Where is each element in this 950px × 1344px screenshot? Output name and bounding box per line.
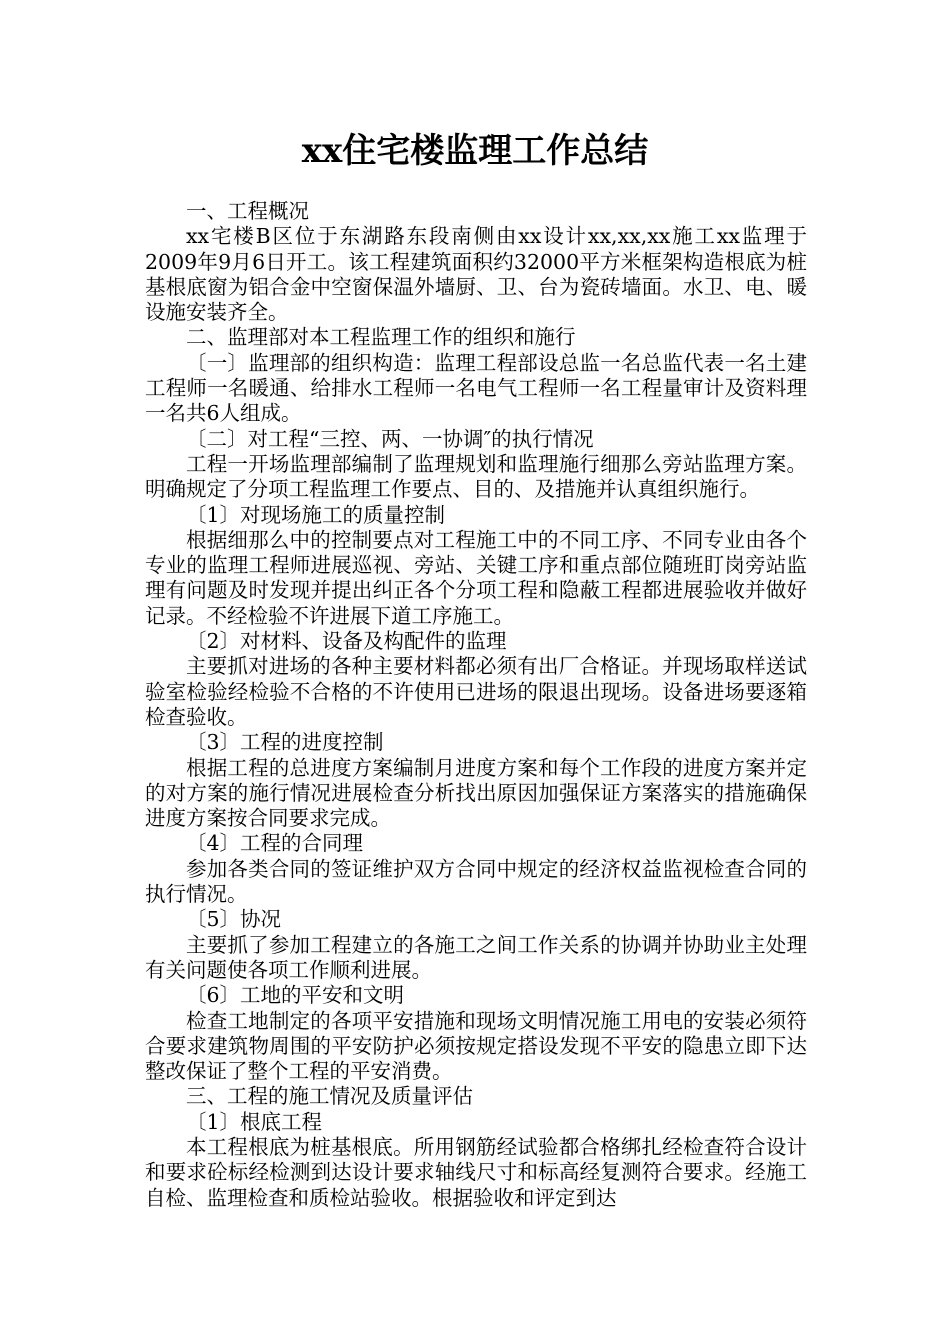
paragraph-coordination: 主要抓了参加工程建立的各施工之间工作关系的协调并协助业主处理有关问题使各项工作顺利进展。 <box>145 932 807 982</box>
subheading-foundation-work: 〔1〕根底工程 <box>186 1109 323 1134</box>
paragraph-foundation-work: 本工程根底为桩基根底。所用钢筋经试验都合格绑扎经检查符合设计和要求砼标经检测到达设计要求轴线尺寸和标高经复测符合要求。经施工自检、监理检查和质检站验收。根据验收和评定到达 <box>145 1134 807 1210</box>
section-heading-construction-quality: 三、工程的施工情况及质量评估 <box>186 1084 473 1109</box>
paragraph-organization-structure: 〔一〕监理部的组织构造：监理工程部设总监一名总监代表一名土建工程师一名暖通、给排水工程师一名电气工程师一名工程量审计及资料理一名共6人组成。 <box>145 350 807 426</box>
paragraph-materials-supervision: 主要抓对进场的各种主要材料都必须有出厂合格证。并现场取样送试验室检验经检验不合格的不许使用已进场的限退出现场。设备进场要逐箱检查验收。 <box>145 654 807 729</box>
paragraph-quality-control: 根据细那么中的控制要点对工程施工中的不同工序、不同专业由各个专业的监理工程师进展巡视、旁站、关键工序和重点部位随班盯岗旁站监理有问题及时发现并提出纠正各个分项工程和隐蔽工程都进展验收并做好记录。不经检验不许进展下道工序施工。 <box>145 527 807 628</box>
section-heading-supervision-organization: 二、监理部对本工程监理工作的组织和施行 <box>186 325 576 350</box>
subheading-schedule-control: 〔3〕工程的进度控制 <box>186 730 384 755</box>
subheading-three-controls: 〔二〕对工程“三控、两、一协调″的执行情况 <box>186 426 594 451</box>
subheading-contract-management: 〔4〕工程的合同理 <box>186 831 364 856</box>
paragraph-site-safety: 检查工地制定的各项平安措施和现场文明情况施工用电的安装必须符合要求建筑物周围的平安防护必须按规定搭设发现不平安的隐患立即下达整改保证了整个工程的平安消费。 <box>145 1008 807 1084</box>
subheading-site-safety: 〔6〕工地的平安和文明 <box>186 983 405 1008</box>
subheading-coordination: 〔5〕协况 <box>186 907 282 932</box>
subheading-materials-supervision: 〔2〕对材料、设备及构配件的监理 <box>186 629 507 654</box>
paragraph-schedule-control: 根据工程的总进度方案编制月进度方案和每个工作段的进度方案并定的对方案的施行情况进展检查分析找出原因加强保证方案落实的措施确保进度方案按合同要求完成。 <box>145 755 807 831</box>
document-title: xx住宅楼监理工作总结 <box>301 131 649 171</box>
document-body <box>145 199 807 1211</box>
subheading-quality-control: 〔1〕对现场施工的质量控制 <box>186 502 446 527</box>
paragraph-project-overview: xx宅楼B区位于东湖路东段南侧由xx设计xx,xx,xx施工xx监理于2009年9月6日开工。该工程建筑面积约32000平方米框架构造根底为桩基根底窗为铝合金中空窗保温外墙厨、卫、台为瓷砖墙面。水卫、电、暖设施安装齐全。 <box>145 224 807 325</box>
paragraph-contract-management: 参加各类合同的签证维护双方合同中规定的经济权益监视检查合同的执行情况。 <box>145 856 807 907</box>
section-heading-project-overview: 一、工程概况 <box>186 199 309 223</box>
paragraph-supervision-plan: 工程一开场监理部编制了监理规划和监理施行细那么旁站监理方案。明确规定了分项工程监理工作要点、目的、及措施并认真组织施行。 <box>145 451 807 502</box>
